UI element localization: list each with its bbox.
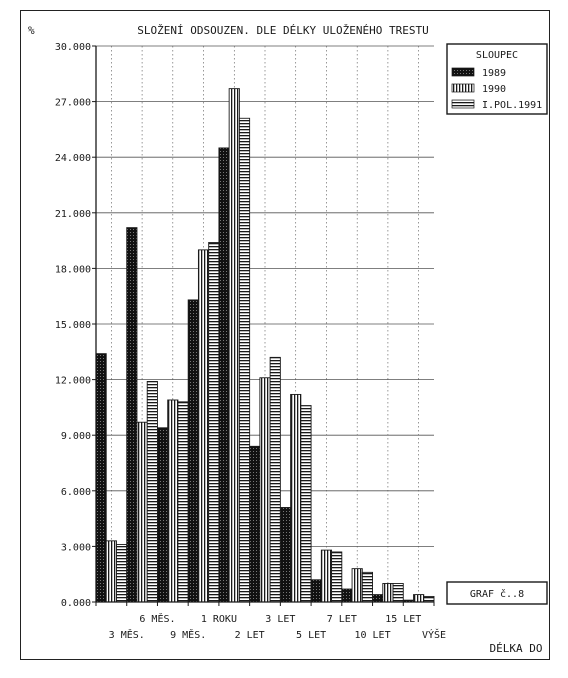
y-tick-label: 21.000 (54, 208, 91, 220)
bar-1990-2 (168, 400, 178, 602)
bar-IPOL1991-1 (147, 381, 157, 602)
bar-1989-9 (373, 595, 383, 602)
x-tick-label: 5 LET (296, 630, 327, 641)
bar-IPOL1991-10 (424, 596, 434, 602)
bar-IPOL1991-2 (178, 402, 188, 602)
bar-1989-3 (188, 300, 198, 602)
bar-1990-9 (383, 583, 393, 602)
y-tick-label: 27.000 (54, 97, 91, 109)
graph-number-label: GRAF č..8 (469, 589, 525, 600)
bar-1990-4 (229, 89, 239, 602)
x-tick-label: 6 MĚS. (139, 614, 176, 625)
legend-item-label: 1990 (482, 84, 507, 95)
y-tick-label: 6.000 (60, 486, 91, 498)
x-axis-ticks (96, 602, 446, 641)
y-tick-label: 0.000 (60, 598, 91, 609)
bar-1989-2 (157, 428, 167, 602)
x-tick-label: 15 LET (385, 614, 422, 625)
legend-swatch (452, 68, 474, 76)
bar-IPOL1991-6 (301, 406, 311, 602)
bar-1990-10 (414, 595, 424, 602)
x-tick-label: 7 LET (326, 614, 357, 625)
x-tick-label: 9 MĚS. (170, 630, 207, 641)
bar-IPOL1991-3 (209, 242, 219, 602)
y-tick-label: 18.000 (54, 264, 91, 276)
legend (447, 44, 547, 114)
bar-1990-0 (106, 541, 116, 602)
bar-IPOL1991-8 (362, 572, 372, 602)
bars (96, 89, 434, 602)
bar-IPOL1991-0 (116, 545, 126, 602)
bar-1990-1 (137, 422, 147, 602)
y-tick-label: 15.000 (54, 320, 91, 331)
legend-item-label: 1989 (482, 68, 507, 79)
graph-number-box (447, 582, 547, 604)
y-tick-label: 12.000 (54, 375, 91, 387)
bar-1989-6 (280, 507, 290, 602)
y-tick-label: 30.000 (54, 42, 91, 53)
bar-IPOL1991-4 (239, 118, 249, 602)
bar-1990-5 (260, 378, 270, 602)
y-unit-label: % (28, 24, 35, 37)
chart-title: SLOŽENÍ ODSOUZEN. DLE DÉLKY ULOŽENÉHO TRESTU (137, 24, 429, 37)
bar-1989-4 (219, 148, 229, 602)
legend-item-label: I.POL.1991 (482, 100, 543, 111)
bar-1989-1 (127, 228, 137, 602)
bar-1989-0 (96, 354, 106, 602)
legend-swatch (452, 100, 474, 108)
x-tick-label: 10 LET (354, 630, 391, 641)
bar-1990-3 (198, 250, 208, 602)
bar-1989-8 (342, 589, 352, 602)
y-tick-label: 3.000 (60, 542, 91, 554)
y-tick-label: 9.000 (60, 431, 91, 443)
x-axis-label: DÉLKA DO (489, 642, 543, 655)
bar-1990-8 (352, 569, 362, 602)
legend-title: SLOUPEC (475, 50, 519, 61)
bar-IPOL1991-9 (393, 583, 403, 602)
legend-swatch (452, 84, 474, 92)
x-tick-label: 3 MĚS. (108, 630, 145, 641)
bar-1989-5 (250, 446, 260, 602)
x-tick-label: 2 LET (234, 630, 265, 641)
y-axis-ticks (55, 42, 96, 609)
x-tick-label: 3 LET (265, 614, 296, 625)
x-tick-label: VÝŠE (421, 630, 447, 641)
bar-1990-7 (321, 550, 331, 602)
bar-1990-6 (291, 394, 301, 602)
bar-IPOL1991-5 (270, 357, 280, 602)
bar-IPOL1991-7 (332, 552, 342, 602)
x-tick-label: 1 ROKU (200, 614, 237, 625)
bar-1989-7 (311, 580, 321, 602)
y-tick-label: 24.000 (54, 153, 91, 165)
